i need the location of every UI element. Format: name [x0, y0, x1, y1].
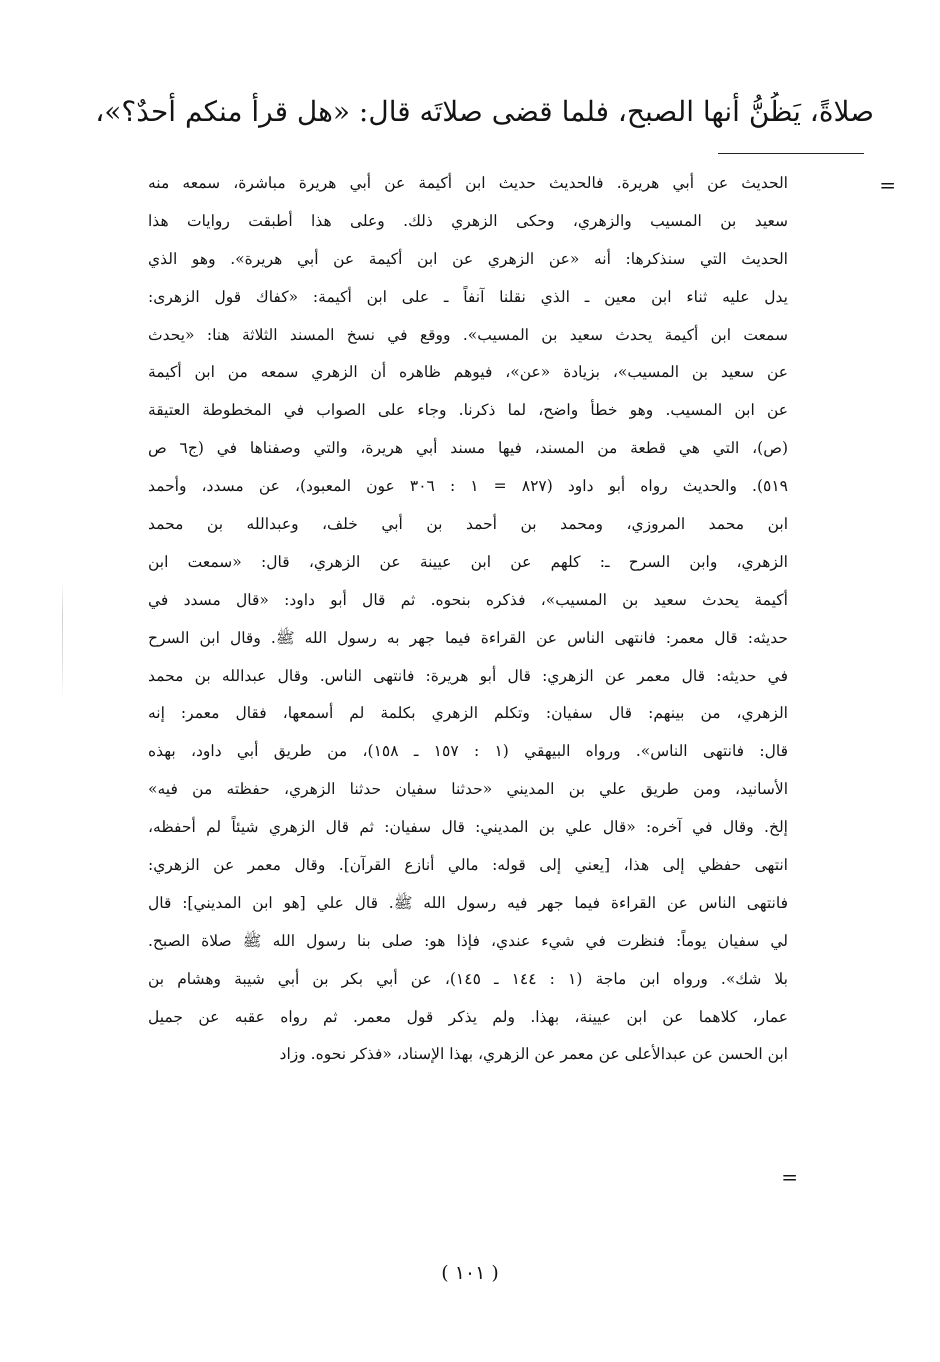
footnote-line: بلا شك». ورواه ابن ماجة (١ : ١٤٤ ـ ١٤٥)، عن أبي بكر بن أبي شيبة وهشام بن [148, 969, 788, 988]
footnote-line: الحديث عن أبي هريرة. فالحديث حديث ابن أكيمة عن أبي هريرة مباشرة، سمعه منه [148, 174, 788, 192]
footnote-line: الأسانيد، ومن طريق علي بن المديني «حدثنا سفيان حدثنا الزهري، حفظته من فيه» [148, 780, 788, 799]
footnote-line: سمعت ابن أكيمة يحدث سعيد بن المسيب». ووقع في نسخ المسند الثلاثة هنا: «يحدث [148, 325, 788, 344]
footnote-line: حديثه: قال معمر: فانتهى الناس عن القراءة فيما جهر به رسول الله ﷺ. وقال ابن السرح [148, 628, 788, 647]
footnote-line: عن سعيد بن المسيب»، بزيادة «عن»، فيوهم ظاهره أن الزهري سمعه من ابن أكيمة [148, 363, 788, 382]
footnote-line: فانتهى الناس عن القراءة فيما جهر فيه رسول الله ﷺ. قال علي [هو ابن المديني]: قال [148, 893, 788, 912]
footnote-line: قال: فانتهى الناس». ورواه البيهقي (١ : ١٥٧ ـ ١٥٨)، من طريق أبي داود، بهذه [148, 742, 788, 761]
footnote-line: ابن محمد المروزي، ومحمد بن أحمد بن أبي خلف، وعبدالله بن محمد [148, 515, 788, 534]
footnote-line: لي سفيان يوماً: فنظرت في شيء عندي، فإذا هو: صلى بنا رسول الله ﷺ صلاة الصبح. [148, 931, 788, 950]
footnote-line: في حديثه: قال معمر عن الزهري: قال أبو هريرة: فانتهى الناس. وقال عبدالله بن محمد [148, 666, 788, 685]
footnote-line: انتهى حفظي إلى هذا، [يعني إلى قوله: مالي أنازع القرآن]. وقال معمر عن الزهري: [148, 856, 788, 875]
footnote-line: يدل عليه ثناء ابن معين ـ الذي نقلنا آنفاً ـ على ابن أكيمة: «كفاك قول الزهرى: [148, 287, 788, 306]
footnote-line: عمار، كلاهما عن ابن عيينة، بهذا. ولم يذكر قول معمر. ثم رواه عقبه عن جميل [148, 1007, 788, 1026]
main-text-line: صلاةً، يَظُنُّ أنها الصبح، فلما قضى صلاتَه قال: «هل قرأ منكم أحدٌ؟»، [95, 95, 874, 128]
footnote-line: عن ابن المسيب. وهو خطأ واضح، لما ذكرنا. وجاء على الصواب في المخطوطة العتيقة [148, 401, 788, 420]
footnote-line: الحديث التي سنذكرها: أنه «عن الزهري عن ابن أكيمة عن أبي هريرة». وهو الذي [148, 249, 788, 268]
footnote-line: ٥١٩). والحديث رواه أبو داود (٨٢٧ = ١ : ٣٠٦ عون المعبود)، عن مسدد، وأحمد [148, 477, 788, 496]
footnote-line: ابن الحسن عن عبدالأعلى عن معمر عن الزهري، بهذا الإسناد، «فذكر نحوه. وزاد [279, 1045, 788, 1064]
footnote-line: (ص)، التي هي قطعة من المسند، فيها مسند أبي هريرة، والتي وصفناها في (ج٦ ص [148, 439, 788, 458]
page-number: ( ١٠١ ) [441, 1262, 499, 1284]
footnote-separator [718, 153, 864, 154]
margin-scratch-mark [62, 580, 63, 700]
footnote-line: أكيمة يحدث سعيد بن المسيب»، فذكره بنحوه. ثم قال أبو داود: «قال مسدد في [148, 590, 788, 609]
footnote-block [148, 165, 788, 1074]
footnote-line: الزهري، من بينهم: قال سفيان: وتكلم الزهري بكلمة لم أسمعها، فقال معمر: إنه [148, 704, 788, 723]
footnote-line: الزهري، وابن السرح ـ: كلهم عن ابن عيينة عن الزهري، قال: «سمعت ابن [148, 552, 788, 571]
footnote-line: إلخ. وقال في آخره: «قال علي بن المديني: قال سفيان: ثم قال الزهري شيئاً لم أحفظه، [148, 818, 788, 837]
footnote-continuation-mark-bottom: = [781, 1165, 798, 1189]
footnote-line: سعيد بن المسيب والزهري، وحكى الزهري ذلك. وعلى هذا أطبقت روايات هذا [148, 211, 788, 230]
footnote-continuation-mark-top: = [879, 173, 896, 197]
